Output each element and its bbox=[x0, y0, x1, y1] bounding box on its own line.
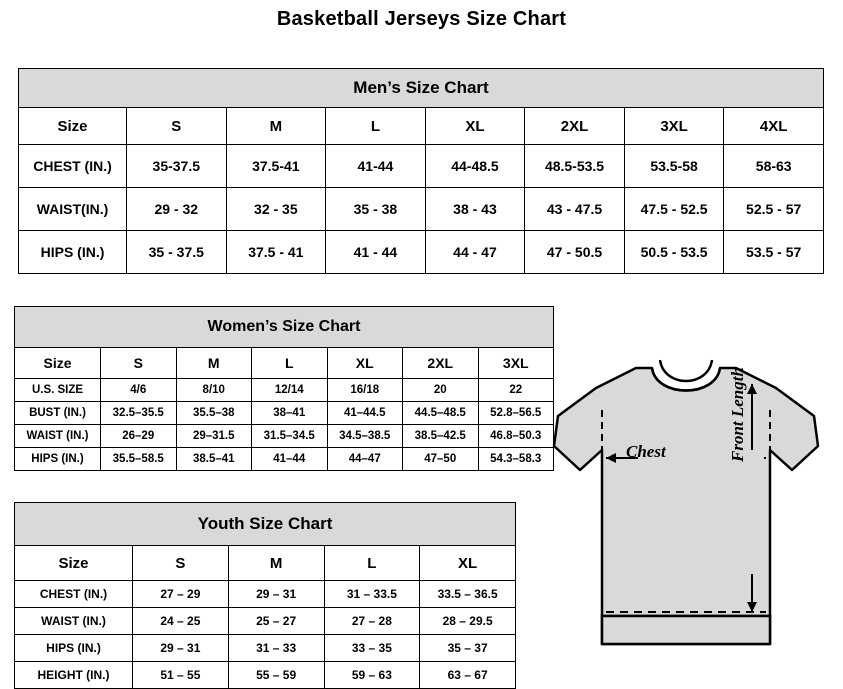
cell-waist-3xl: 47.5 - 52.5 bbox=[624, 188, 724, 231]
cell-waist-3xl: 46.8–50.3 bbox=[478, 425, 554, 448]
column-header-size: Size bbox=[15, 546, 133, 581]
cell-waist-s: 24 – 25 bbox=[133, 608, 229, 635]
cell-hips-4xl: 53.5 - 57 bbox=[724, 231, 824, 274]
table-row bbox=[15, 379, 554, 402]
column-header-2xl: 2XL bbox=[403, 348, 479, 379]
cell-waist-s: 29 - 32 bbox=[127, 188, 227, 231]
table-row bbox=[15, 662, 516, 689]
cell-hips-l: 33 – 35 bbox=[324, 635, 420, 662]
row-label-waist: WAIST(IN.) bbox=[19, 188, 127, 231]
cell-waist-m: 25 – 27 bbox=[228, 608, 324, 635]
youth-size-table bbox=[14, 502, 516, 689]
cell-waist-l: 27 – 28 bbox=[324, 608, 420, 635]
cell-chest-s: 27 – 29 bbox=[133, 581, 229, 608]
cell-ussize-l: 12/14 bbox=[252, 379, 328, 402]
column-header-l: L bbox=[252, 348, 328, 379]
column-header-4xl: 4XL bbox=[724, 108, 824, 145]
cell-chest-m: 29 – 31 bbox=[228, 581, 324, 608]
cell-chest-4xl: 58-63 bbox=[724, 145, 824, 188]
cell-hips-m: 38.5–41 bbox=[176, 448, 252, 471]
row-label-height: HEIGHT (IN.) bbox=[15, 662, 133, 689]
youth-chart-caption: Youth Size Chart bbox=[15, 503, 516, 546]
cell-chest-3xl: 53.5-58 bbox=[624, 145, 724, 188]
table-row bbox=[15, 402, 554, 425]
column-header-xl: XL bbox=[420, 546, 516, 581]
cell-hips-m: 37.5 - 41 bbox=[226, 231, 326, 274]
row-label-hips: HIPS (IN.) bbox=[15, 448, 101, 471]
table-row bbox=[15, 448, 554, 471]
mens-chart-caption: Men’s Size Chart bbox=[19, 69, 824, 108]
row-label-bust: BUST (IN.) bbox=[15, 402, 101, 425]
cell-hips-2xl: 47–50 bbox=[403, 448, 479, 471]
cell-waist-xl: 34.5–38.5 bbox=[327, 425, 403, 448]
table-row bbox=[19, 231, 824, 274]
cell-hips-l: 41 - 44 bbox=[326, 231, 426, 274]
table-header-row bbox=[15, 546, 516, 581]
table-row bbox=[19, 145, 824, 188]
cell-chest-s: 35-37.5 bbox=[127, 145, 227, 188]
column-header-l: L bbox=[326, 108, 426, 145]
cell-hips-s: 29 – 31 bbox=[133, 635, 229, 662]
cell-chest-m: 37.5-41 bbox=[226, 145, 326, 188]
column-header-s: S bbox=[101, 348, 177, 379]
cell-ussize-s: 4/6 bbox=[101, 379, 177, 402]
cell-chest-2xl: 48.5-53.5 bbox=[525, 145, 625, 188]
column-header-2xl: 2XL bbox=[525, 108, 625, 145]
table-caption-row bbox=[15, 503, 516, 546]
cell-chest-l: 31 – 33.5 bbox=[324, 581, 420, 608]
column-header-xl: XL bbox=[327, 348, 403, 379]
jersey-shirt-icon bbox=[540, 354, 836, 674]
cell-hips-s: 35.5–58.5 bbox=[101, 448, 177, 471]
cell-hips-l: 41–44 bbox=[252, 448, 328, 471]
cell-ussize-3xl: 22 bbox=[478, 379, 554, 402]
table-row bbox=[15, 425, 554, 448]
row-label-waist: WAIST (IN.) bbox=[15, 608, 133, 635]
table-row bbox=[15, 608, 516, 635]
cell-height-xl: 63 – 67 bbox=[420, 662, 516, 689]
table-header-row bbox=[19, 108, 824, 145]
cell-hips-2xl: 47 - 50.5 bbox=[525, 231, 625, 274]
cell-bust-s: 32.5–35.5 bbox=[101, 402, 177, 425]
cell-hips-3xl: 54.3–58.3 bbox=[478, 448, 554, 471]
page-title: Basketball Jerseys Size Chart bbox=[276, 8, 567, 30]
row-label-chest: CHEST (IN.) bbox=[19, 145, 127, 188]
jersey-measurement-diagram bbox=[540, 354, 836, 674]
cell-waist-2xl: 38.5–42.5 bbox=[403, 425, 479, 448]
column-header-m: M bbox=[228, 546, 324, 581]
cell-waist-m: 32 - 35 bbox=[226, 188, 326, 231]
row-label-us-size: U.S. SIZE bbox=[15, 379, 101, 402]
cell-height-l: 59 – 63 bbox=[324, 662, 420, 689]
column-header-s: S bbox=[127, 108, 227, 145]
cell-waist-s: 26–29 bbox=[101, 425, 177, 448]
table-caption-row bbox=[15, 307, 554, 348]
cell-hips-3xl: 50.5 - 53.5 bbox=[624, 231, 724, 274]
womens-size-table bbox=[14, 306, 554, 471]
table-header-row bbox=[15, 348, 554, 379]
column-header-size: Size bbox=[19, 108, 127, 145]
cell-bust-l: 38–41 bbox=[252, 402, 328, 425]
row-label-waist: WAIST (IN.) bbox=[15, 425, 101, 448]
table-row bbox=[15, 635, 516, 662]
cell-bust-m: 35.5–38 bbox=[176, 402, 252, 425]
mens-size-chart bbox=[18, 68, 824, 274]
cell-bust-2xl: 44.5–48.5 bbox=[403, 402, 479, 425]
cell-bust-xl: 41–44.5 bbox=[327, 402, 403, 425]
cell-waist-l: 35 - 38 bbox=[326, 188, 426, 231]
cell-height-m: 55 – 59 bbox=[228, 662, 324, 689]
cell-hips-s: 35 - 37.5 bbox=[127, 231, 227, 274]
cell-waist-xl: 38 - 43 bbox=[425, 188, 525, 231]
cell-hips-xl: 44–47 bbox=[327, 448, 403, 471]
cell-waist-xl: 28 – 29.5 bbox=[420, 608, 516, 635]
cell-waist-4xl: 52.5 - 57 bbox=[724, 188, 824, 231]
cell-height-s: 51 – 55 bbox=[133, 662, 229, 689]
column-header-m: M bbox=[176, 348, 252, 379]
cell-ussize-m: 8/10 bbox=[176, 379, 252, 402]
mens-size-table bbox=[18, 68, 824, 274]
column-header-3xl: 3XL bbox=[624, 108, 724, 145]
row-label-hips: HIPS (IN.) bbox=[19, 231, 127, 274]
row-label-chest: CHEST (IN.) bbox=[15, 581, 133, 608]
youth-size-chart bbox=[14, 502, 516, 689]
cell-hips-xl: 44 - 47 bbox=[425, 231, 525, 274]
column-header-s: S bbox=[133, 546, 229, 581]
column-header-3xl: 3XL bbox=[478, 348, 554, 379]
cell-ussize-xl: 16/18 bbox=[327, 379, 403, 402]
table-caption-row bbox=[19, 69, 824, 108]
cell-waist-m: 29–31.5 bbox=[176, 425, 252, 448]
column-header-xl: XL bbox=[425, 108, 525, 145]
cell-hips-xl: 35 – 37 bbox=[420, 635, 516, 662]
row-label-hips: HIPS (IN.) bbox=[15, 635, 133, 662]
womens-size-chart bbox=[14, 306, 554, 471]
cell-ussize-2xl: 20 bbox=[403, 379, 479, 402]
table-row bbox=[15, 581, 516, 608]
cell-waist-2xl: 43 - 47.5 bbox=[525, 188, 625, 231]
column-header-l: L bbox=[324, 546, 420, 581]
cell-chest-xl: 44-48.5 bbox=[425, 145, 525, 188]
womens-chart-caption: Women’s Size Chart bbox=[15, 307, 554, 348]
cell-chest-l: 41-44 bbox=[326, 145, 426, 188]
table-row bbox=[19, 188, 824, 231]
cell-chest-xl: 33.5 – 36.5 bbox=[420, 581, 516, 608]
column-header-m: M bbox=[226, 108, 326, 145]
column-header-size: Size bbox=[15, 348, 101, 379]
chest-measure-label: Chest bbox=[626, 442, 666, 461]
cell-bust-3xl: 52.8–56.5 bbox=[478, 402, 554, 425]
cell-waist-l: 31.5–34.5 bbox=[252, 425, 328, 448]
cell-hips-m: 31 – 33 bbox=[228, 635, 324, 662]
front-length-measure-label: Front Length bbox=[728, 367, 747, 462]
